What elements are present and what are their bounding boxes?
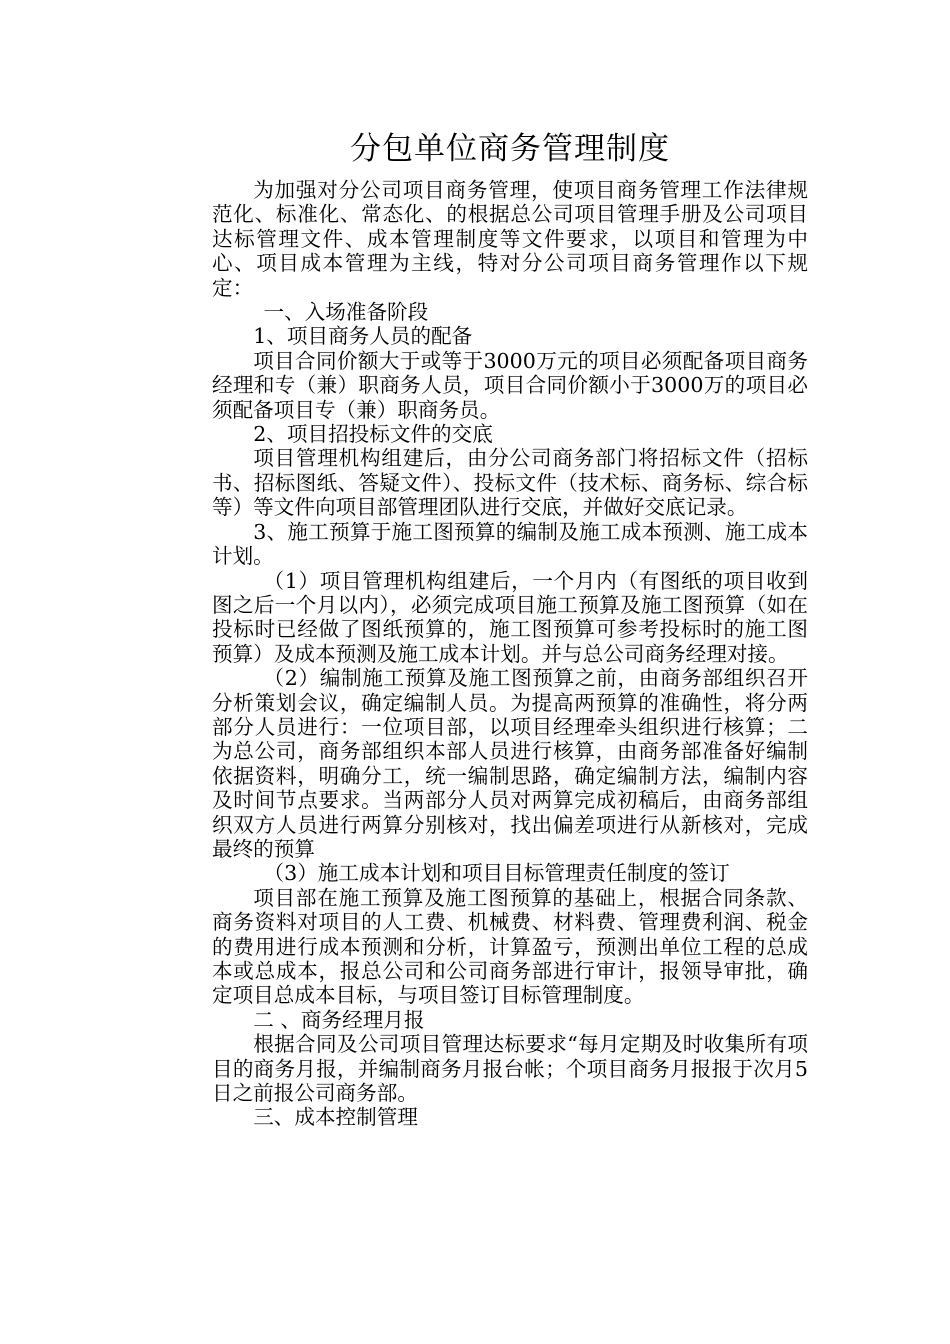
paragraph-cost-plan: 项目部在施工预算及施工图预算的基础上，根据合同条款、商务资料对项目的人工费、机械费、材料费、管理费利润、税金的费用进行成本预测和分析，计算盈亏，预测出单位工程的总成本或总成本，报总公司和公司商务部进行审计，报领导审批，确定项目总成本目标，与项目签订目标管理制度。 <box>212 885 808 1008</box>
heading-subitem-3: （3）施工成本计划和项目目标管理责任制度的签订 <box>263 861 730 886</box>
heading-item-2: 2、项目招投标文件的交底 <box>253 422 493 447</box>
paragraph-intro: 为加强对分公司项目商务管理，使项目商务管理工作法律规范化、标准化、常态化、的根据总公司项目管理手册及公司项目达标管理文件、成本管理制度等文件要求，以项目和管理为中心、项目成本管理为主线，特对分公司项目商务管理作以下规定： <box>212 178 808 300</box>
paragraph-subitem-2: （2）编制施工预算及施工图预算之前，由商务部组织召开分析策划会议，确定编制人员。为提高两预算的准确性，将分两部分人员进行：一位项目部，以项目经理牵头组织进行核算；二为总公司，商务部组织本部人员进行核算，由商务部准备好编制依据资料，明确分工，统一编制思路，确定编制方法，编制内容及时间节点要求。当两部分人员对两算完成初稿后，由商务部组织双方人员进行两算分别核对，找出偏差项进行从新核对，完成最终的预算 <box>212 666 808 861</box>
heading-section-1: 一、入场准备阶段 <box>263 300 429 325</box>
paragraph-monthly-report: 根据合同及公司项目管理达标要求“每月定期及时收集所有项目的商务月报，并编制商务月报台帐；个项目商务月报报于次月5日之前报公司商务部。 <box>212 1032 808 1106</box>
paragraph-tender-briefing: 项目管理机构组建后，由分公司商务部门将招标文件（招标书、招标图纸、答疑文件）、投标文件（技术标、商务标、综合标等）等文件向项目部管理团队进行交底，并做好交底记录。 <box>212 446 808 520</box>
heading-item-3: 3、施工预算于施工图预算的编制及施工成本预测、施工成本计划。 <box>212 519 808 569</box>
paragraph-subitem-1: （1）项目管理机构组建后，一个月内（有图纸的项目收到图之后一个月以内），必须完成项目施工预算及施工图预算（如在投标时已经做了图纸预算的，施工图预算可参考投标时的施工图预算）及成本预测及施工成本计划。并与总公司商务经理对接。 <box>212 568 808 666</box>
heading-section-3: 三、成本控制管理 <box>253 1105 418 1130</box>
heading-item-1: 1、项目商务人员的配备 <box>253 324 473 349</box>
document-title: 分包单位商务管理制度 <box>350 131 670 167</box>
paragraph-staffing: 项目合同价额大于或等于3000万元的项目必须配备项目商务经理和专（兼）职商务人员，项目合同价额小于3000万的项目必须配备项目专（兼）职商务员。 <box>212 348 808 422</box>
document-page <box>212 120 808 1130</box>
heading-section-2: 二 、商务经理月报 <box>253 1007 425 1032</box>
